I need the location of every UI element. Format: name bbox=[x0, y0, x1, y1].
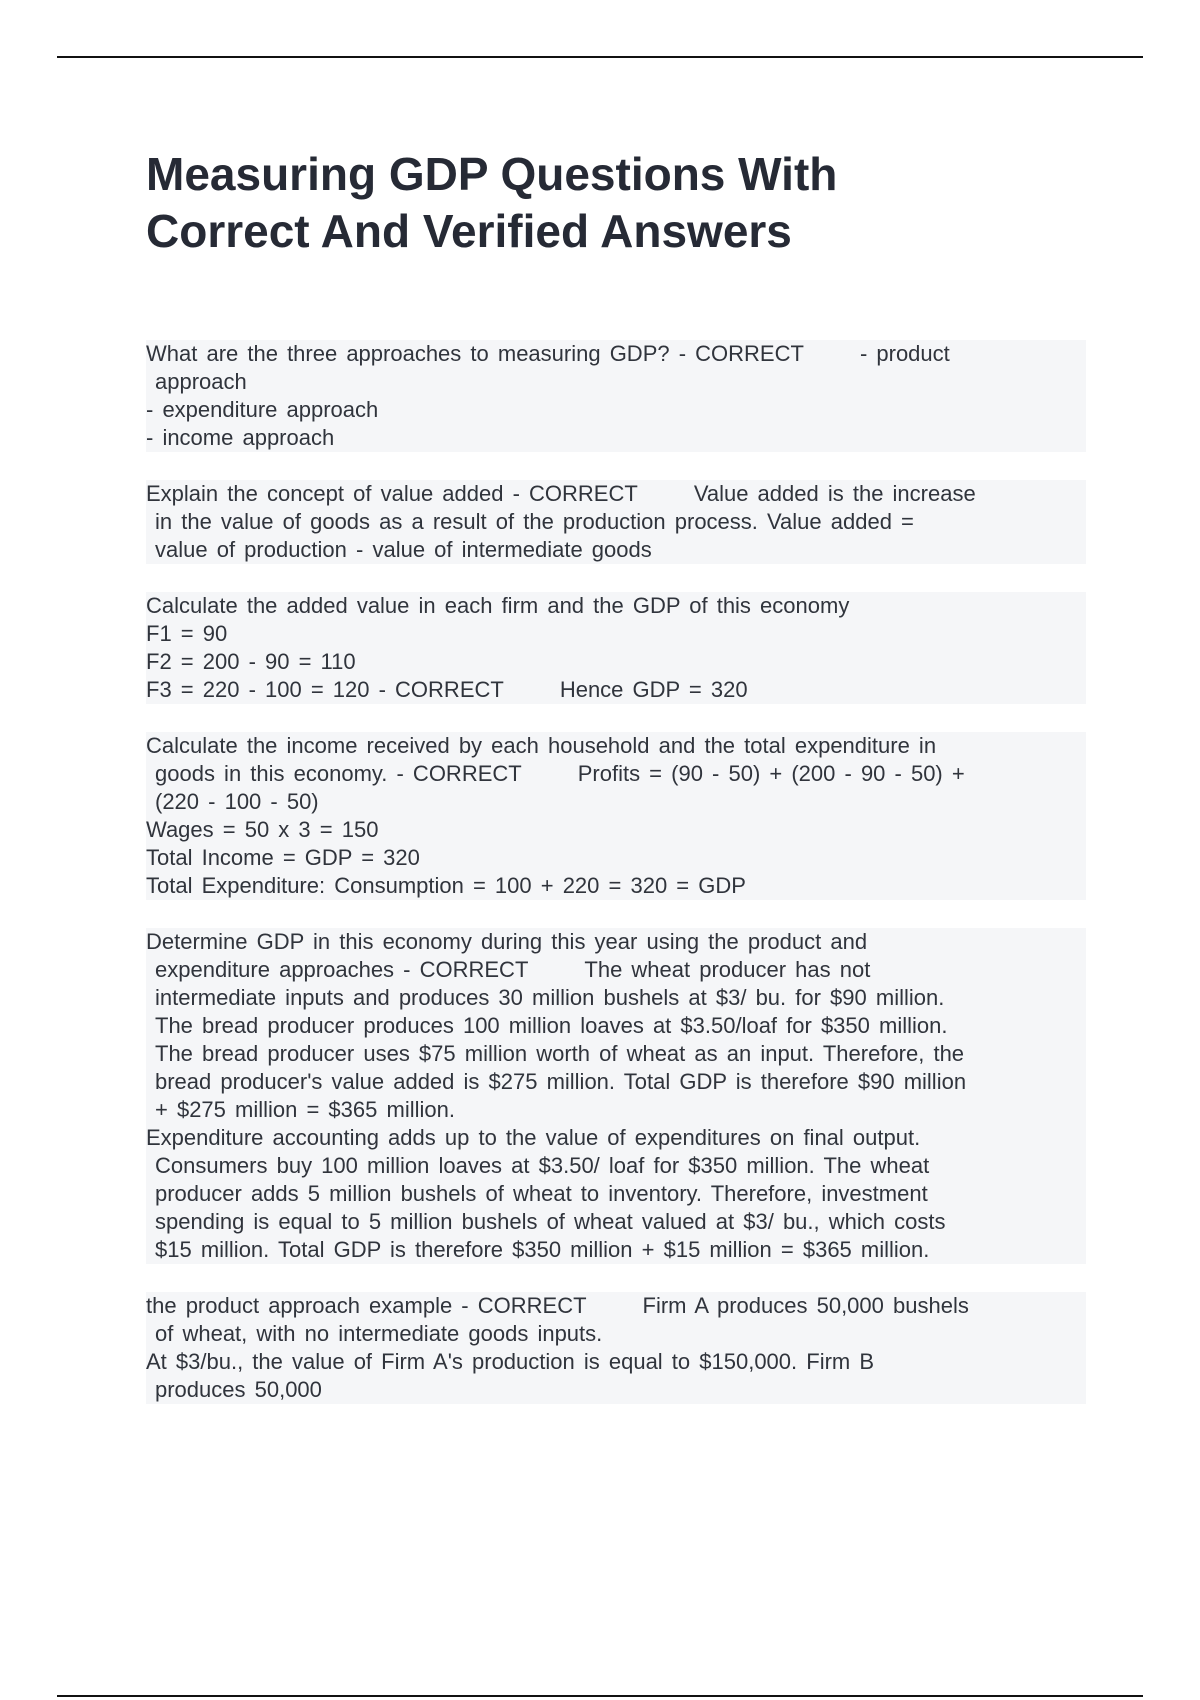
qa-line bbox=[146, 1348, 1086, 1376]
qa-line-text: approach bbox=[155, 369, 247, 394]
qa-line-text: F2 = 200 - 90 = 110 bbox=[146, 649, 356, 674]
qa-answer-text: - product bbox=[859, 341, 950, 366]
qa-line-text: Explain the concept of value added - CORRECT bbox=[146, 481, 638, 506]
top-divider bbox=[57, 56, 1143, 58]
qa-line-text: Determine GDP in this economy during this year using the product and bbox=[146, 929, 868, 954]
qa-line bbox=[146, 1208, 1086, 1236]
qa-line-text: The bread producer uses $75 million worth of wheat as an input. Therefore, the bbox=[155, 1041, 965, 1066]
qa-line-text: goods in this economy. - CORRECT bbox=[155, 761, 522, 786]
qa-line-text: Calculate the added value in each firm and the GDP of this economy bbox=[146, 593, 850, 618]
qa-line bbox=[146, 424, 1086, 452]
qa-line-text: Expenditure accounting adds up to the value of expenditures on final output. bbox=[146, 1125, 921, 1150]
qa-line-text: of wheat, with no intermediate goods inputs. bbox=[155, 1321, 603, 1346]
qa-line bbox=[146, 928, 1086, 956]
qa-line-text: Total Income = GDP = 320 bbox=[146, 845, 420, 870]
qa-line-text: $15 million. Total GDP is therefore $350 million + $15 million = $365 million. bbox=[155, 1237, 930, 1262]
qa-line bbox=[146, 760, 1086, 788]
qa-line-text: Total Expenditure: Consumption = 100 + 220 = 320 = GDP bbox=[146, 873, 746, 898]
qa-line-text: produces 50,000 bbox=[155, 1377, 322, 1402]
qa-line bbox=[146, 368, 1086, 396]
qa-line bbox=[146, 1152, 1086, 1180]
qa-line bbox=[146, 648, 1086, 676]
qa-item bbox=[146, 592, 1086, 704]
qa-line-text: bread producer's value added is $275 million. Total GDP is therefore $90 million bbox=[155, 1069, 967, 1094]
qa-answer-text: Profits = (90 - 50) + (200 - 90 - 50) + bbox=[577, 761, 965, 786]
qa-item bbox=[146, 1292, 1086, 1404]
qa-item bbox=[146, 928, 1086, 1264]
qa-answer-text: The wheat producer has not bbox=[584, 957, 871, 982]
qa-line-text: spending is equal to 5 million bushels of wheat valued at $3/ bu., which costs bbox=[155, 1209, 946, 1234]
qa-line-text: the product approach example - CORRECT bbox=[146, 1293, 587, 1318]
qa-line-text: What are the three approaches to measuring GDP? - CORRECT bbox=[146, 341, 804, 366]
qa-line bbox=[146, 676, 1086, 704]
qa-line-text: value of production - value of intermediate goods bbox=[155, 537, 652, 562]
qa-line bbox=[146, 788, 1086, 816]
qa-line-text: At $3/bu., the value of Firm A's production is equal to $150,000. Firm B bbox=[146, 1349, 875, 1374]
qa-line bbox=[146, 1180, 1086, 1208]
qa-line-text: (220 - 100 - 50) bbox=[155, 789, 319, 814]
qa-line bbox=[146, 872, 1086, 900]
qa-line bbox=[146, 508, 1086, 536]
qa-line-text: Calculate the income received by each household and the total expenditure in bbox=[146, 733, 937, 758]
qa-line bbox=[146, 536, 1086, 564]
document-title bbox=[146, 146, 1106, 260]
qa-line bbox=[146, 1320, 1086, 1348]
qa-line bbox=[146, 592, 1086, 620]
qa-line bbox=[146, 816, 1086, 844]
qa-line bbox=[146, 1124, 1086, 1152]
title-line: Measuring GDP Questions With bbox=[146, 148, 838, 200]
qa-line-text: in the value of goods as a result of the production process. Value added = bbox=[155, 509, 914, 534]
qa-item bbox=[146, 480, 1086, 564]
qa-line bbox=[146, 1292, 1086, 1320]
title-line: Correct And Verified Answers bbox=[146, 205, 792, 257]
qa-line-text: F1 = 90 bbox=[146, 621, 228, 646]
qa-line bbox=[146, 984, 1086, 1012]
qa-line bbox=[146, 480, 1086, 508]
qa-line bbox=[146, 1068, 1086, 1096]
qa-line bbox=[146, 732, 1086, 760]
qa-line-text: - expenditure approach bbox=[146, 397, 379, 422]
qa-item bbox=[146, 732, 1086, 900]
qa-list bbox=[146, 340, 1086, 1432]
qa-line bbox=[146, 956, 1086, 984]
qa-line-text: The bread producer produces 100 million loaves at $3.50/loaf for $350 million. bbox=[155, 1013, 948, 1038]
qa-line bbox=[146, 1012, 1086, 1040]
qa-line bbox=[146, 396, 1086, 424]
qa-line bbox=[146, 1236, 1086, 1264]
qa-line-text: F3 = 220 - 100 = 120 - CORRECT bbox=[146, 677, 504, 702]
qa-answer-text: Firm A produces 50,000 bushels bbox=[642, 1293, 969, 1318]
qa-line-text: - income approach bbox=[146, 425, 335, 450]
qa-line bbox=[146, 1376, 1086, 1404]
qa-answer-text: Value added is the increase bbox=[693, 481, 976, 506]
qa-line bbox=[146, 844, 1086, 872]
qa-item bbox=[146, 340, 1086, 452]
qa-line-text: expenditure approaches - CORRECT bbox=[155, 957, 529, 982]
qa-line-text: + $275 million = $365 million. bbox=[155, 1097, 455, 1122]
bottom-divider bbox=[57, 1695, 1143, 1697]
qa-line bbox=[146, 1040, 1086, 1068]
qa-line-text: producer adds 5 million bushels of wheat to inventory. Therefore, investment bbox=[155, 1181, 928, 1206]
qa-line bbox=[146, 340, 1086, 368]
qa-line-text: intermediate inputs and produces 30 million bushels at $3/ bu. for $90 million. bbox=[155, 985, 945, 1010]
qa-line bbox=[146, 620, 1086, 648]
qa-line-text: Wages = 50 x 3 = 150 bbox=[146, 817, 379, 842]
qa-answer-text: Hence GDP = 320 bbox=[559, 677, 748, 702]
qa-line-text: Consumers buy 100 million loaves at $3.50/ loaf for $350 million. The wheat bbox=[155, 1153, 930, 1178]
qa-line bbox=[146, 1096, 1086, 1124]
